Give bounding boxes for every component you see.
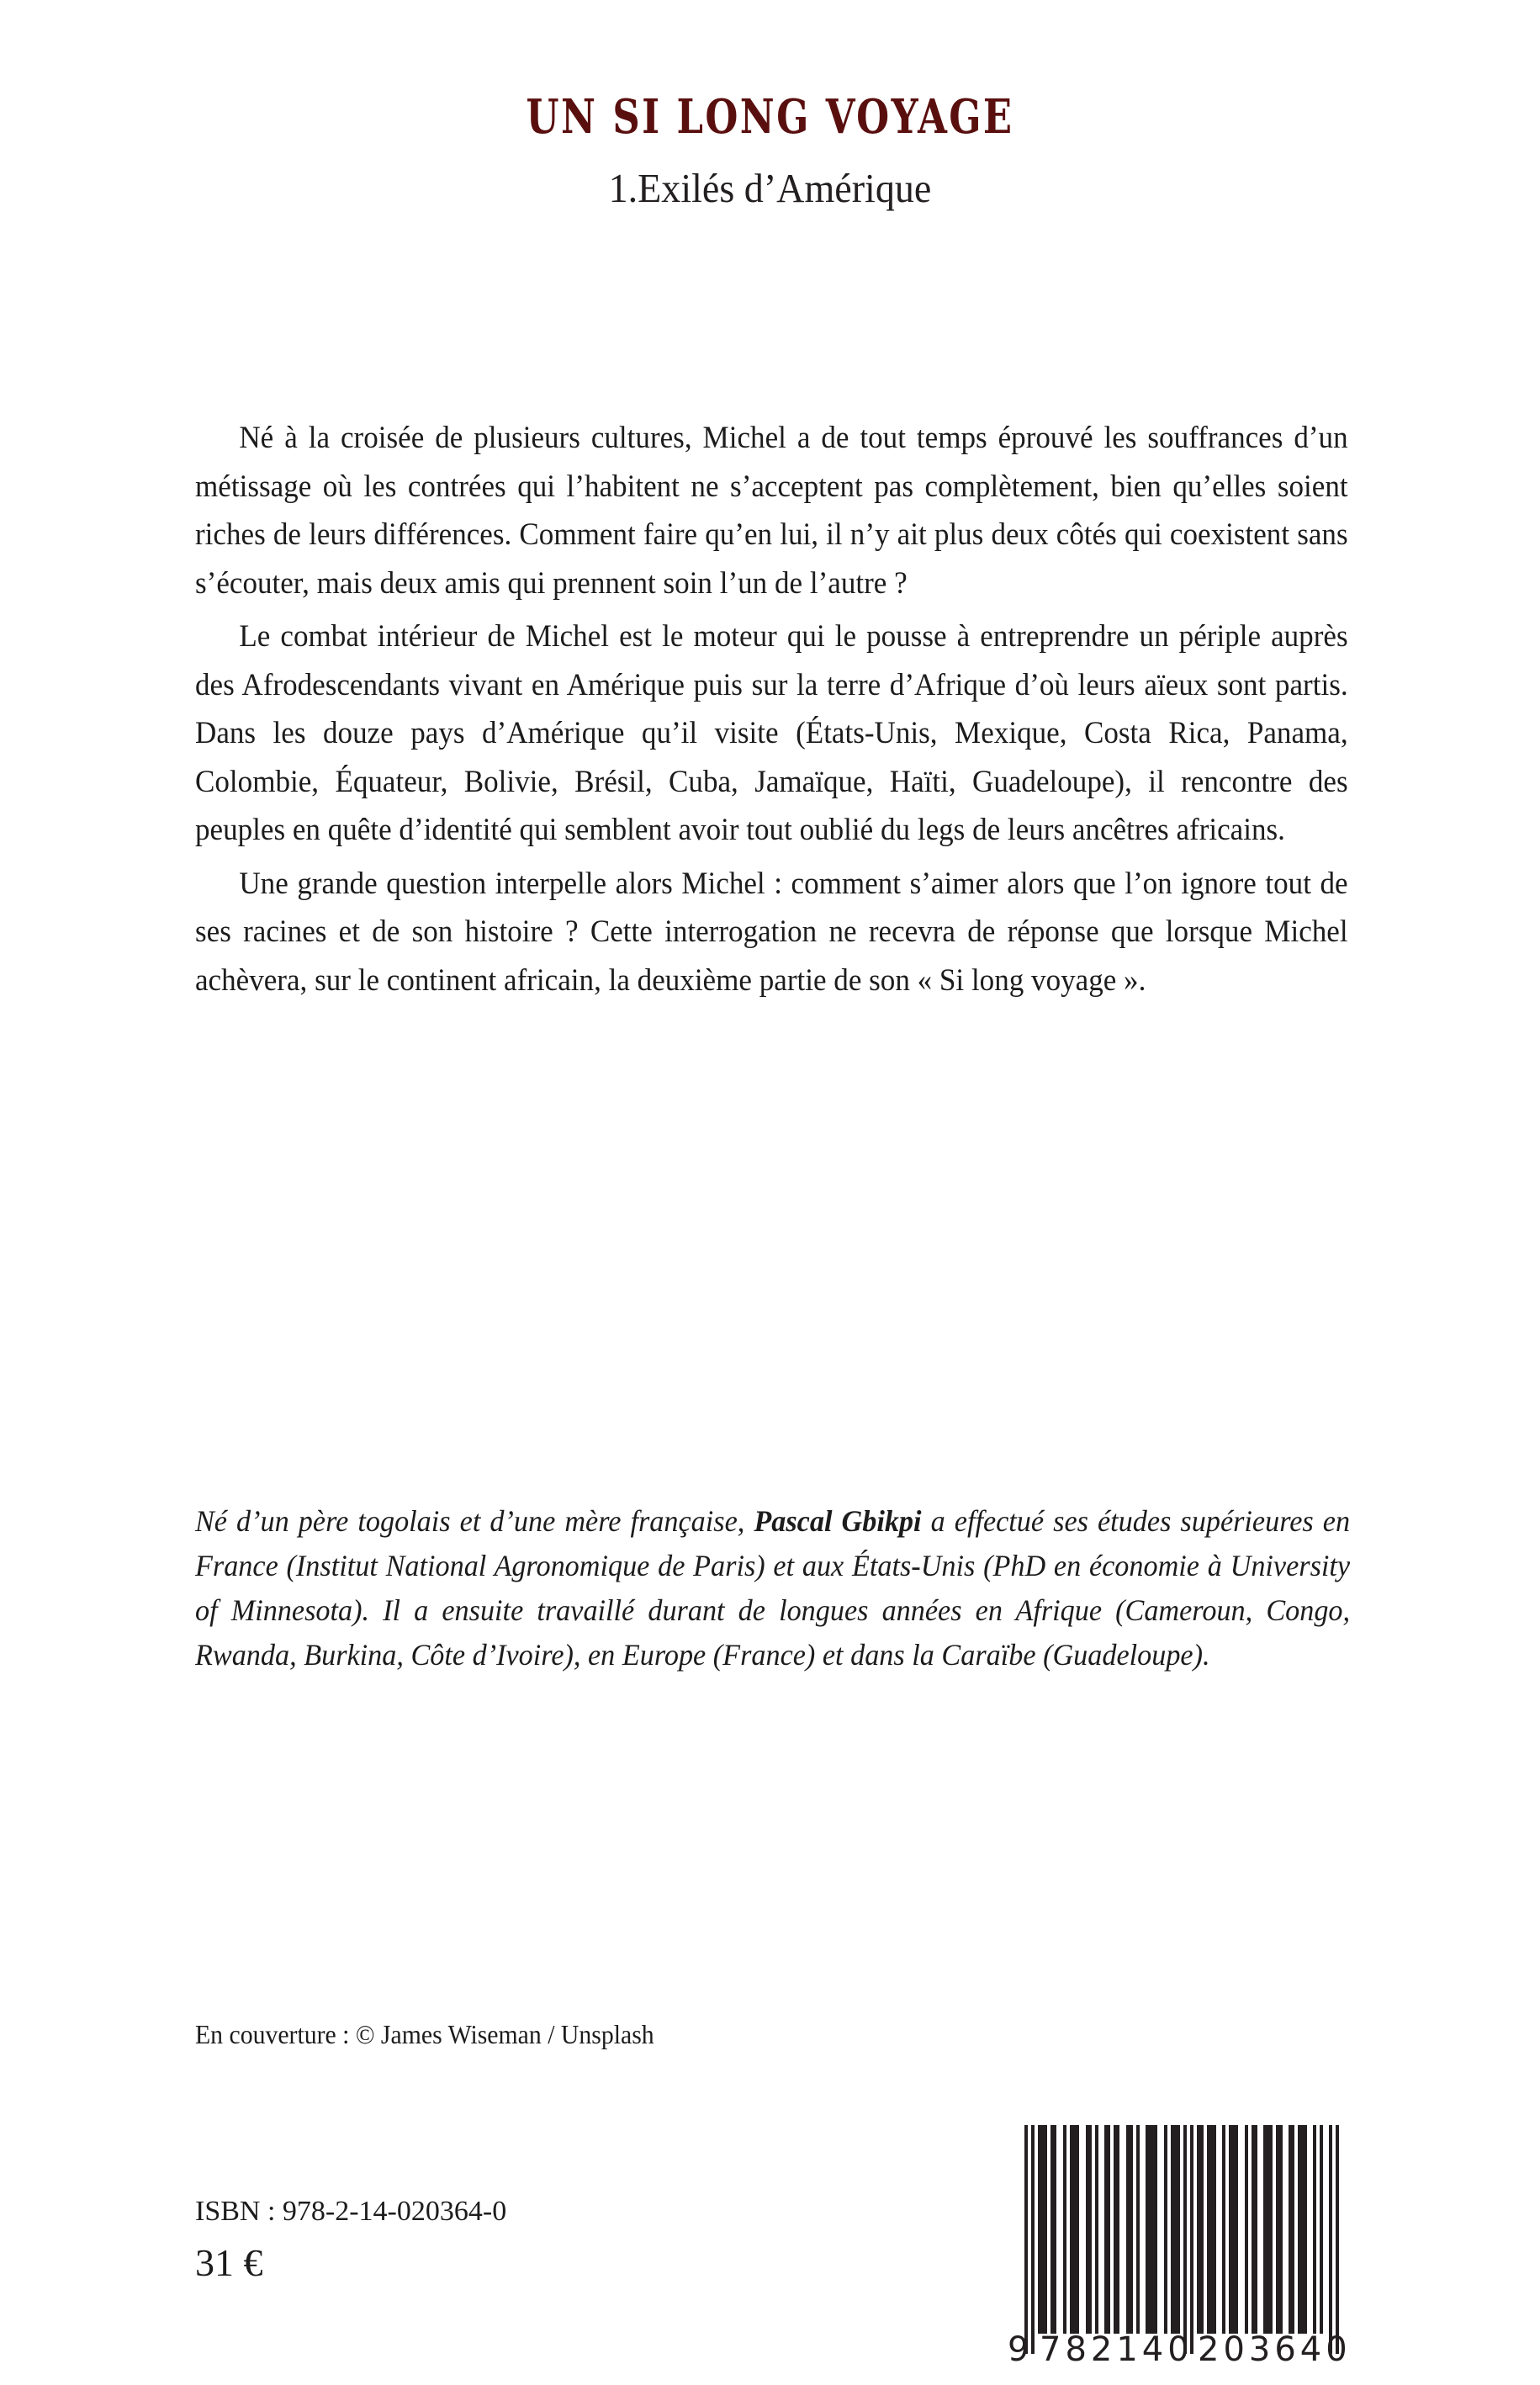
blurb-paragraph: Le combat intérieur de Michel est le moteur qui le pousse à entreprendre un périple auprès des Afrodescendants vivant en Amérique puis sur la terre d’Afrique d’où leurs aïeux sont partis. Dans les douze pays d’Amérique qu’il visite (États-Unis, Mexique, Costa Rica, Panama, Colombie, Équateur, Bolivie, Brésil, Cuba, Jamaïque, Haïti, Guadeloupe), il rencontre des peuples en quête d’identité qui semblent avoir tout oublié du legs de leurs ancêtres africains. <box>195 619 1348 847</box>
bio-text-before: Né d’un père togolais et d’une mère française, <box>195 1504 754 1538</box>
author-bio-section <box>195 1499 1351 1677</box>
barcode-digit-left: 9 <box>1008 2330 1029 2369</box>
cover-credit: En couverture : © James Wiseman / Unsplash <box>195 2019 654 2049</box>
bio-text-after: a effectué ses études supérieures en France (Institut National Agronomique de Paris) et aux États-Unis (PhD en économie à University of Minnesota). Il a ensuite travaillé durant de longues années en Afrique (Cameroun, Congo, Rwanda, Burkina, Côte d’Ivoire), en Europe (France) et dans la Caraïbe (Guadeloupe). <box>195 1504 1351 1672</box>
barcode <box>1006 2118 1359 2371</box>
cover-header <box>0 89 1540 214</box>
barcode-digit-middle: 782140 <box>1040 2330 1193 2369</box>
book-subtitle: 1.Exilés d’Amérique <box>608 164 932 211</box>
blurb-paragraph: Né à la croisée de plusieurs cultures, Michel a de tout temps éprouvé les souffrances d’un métissage où les contrées qui l’habitent ne s’acceptent pas complètement, bien qu’elles soient riches de leurs différences. Comment faire qu’en lui, il n’y ait plus deux côtés qui coexistent sans s’écouter, mais deux amis qui prennent soin l’un de l’autre ? <box>195 421 1348 601</box>
blurb-paragraph: Une grande question interpelle alors Michel : comment s’aimer alors que l’on ignore tout de ses racines et de son histoire ? Cette interrogation ne recevra de réponse que lorsque Michel achèvera, sur le continent africain, la deuxième partie de son « Si long voyage ». <box>195 866 1348 998</box>
author-name: Pascal Gbikpi <box>754 1504 922 1538</box>
author-bio-paragraph <box>195 1499 1350 1677</box>
barcode-svg <box>1006 2118 1359 2371</box>
blurb-section <box>195 414 1347 1004</box>
barcode-digits <box>1008 2330 1352 2369</box>
price-text: 31 € <box>195 2241 263 2284</box>
page-title: UN SI LONG VOYAGE <box>526 89 1014 145</box>
isbn-text: ISBN : 978-2-14-020364-0 <box>195 2196 507 2227</box>
barcode-digit-right: 203640 <box>1198 2330 1352 2369</box>
